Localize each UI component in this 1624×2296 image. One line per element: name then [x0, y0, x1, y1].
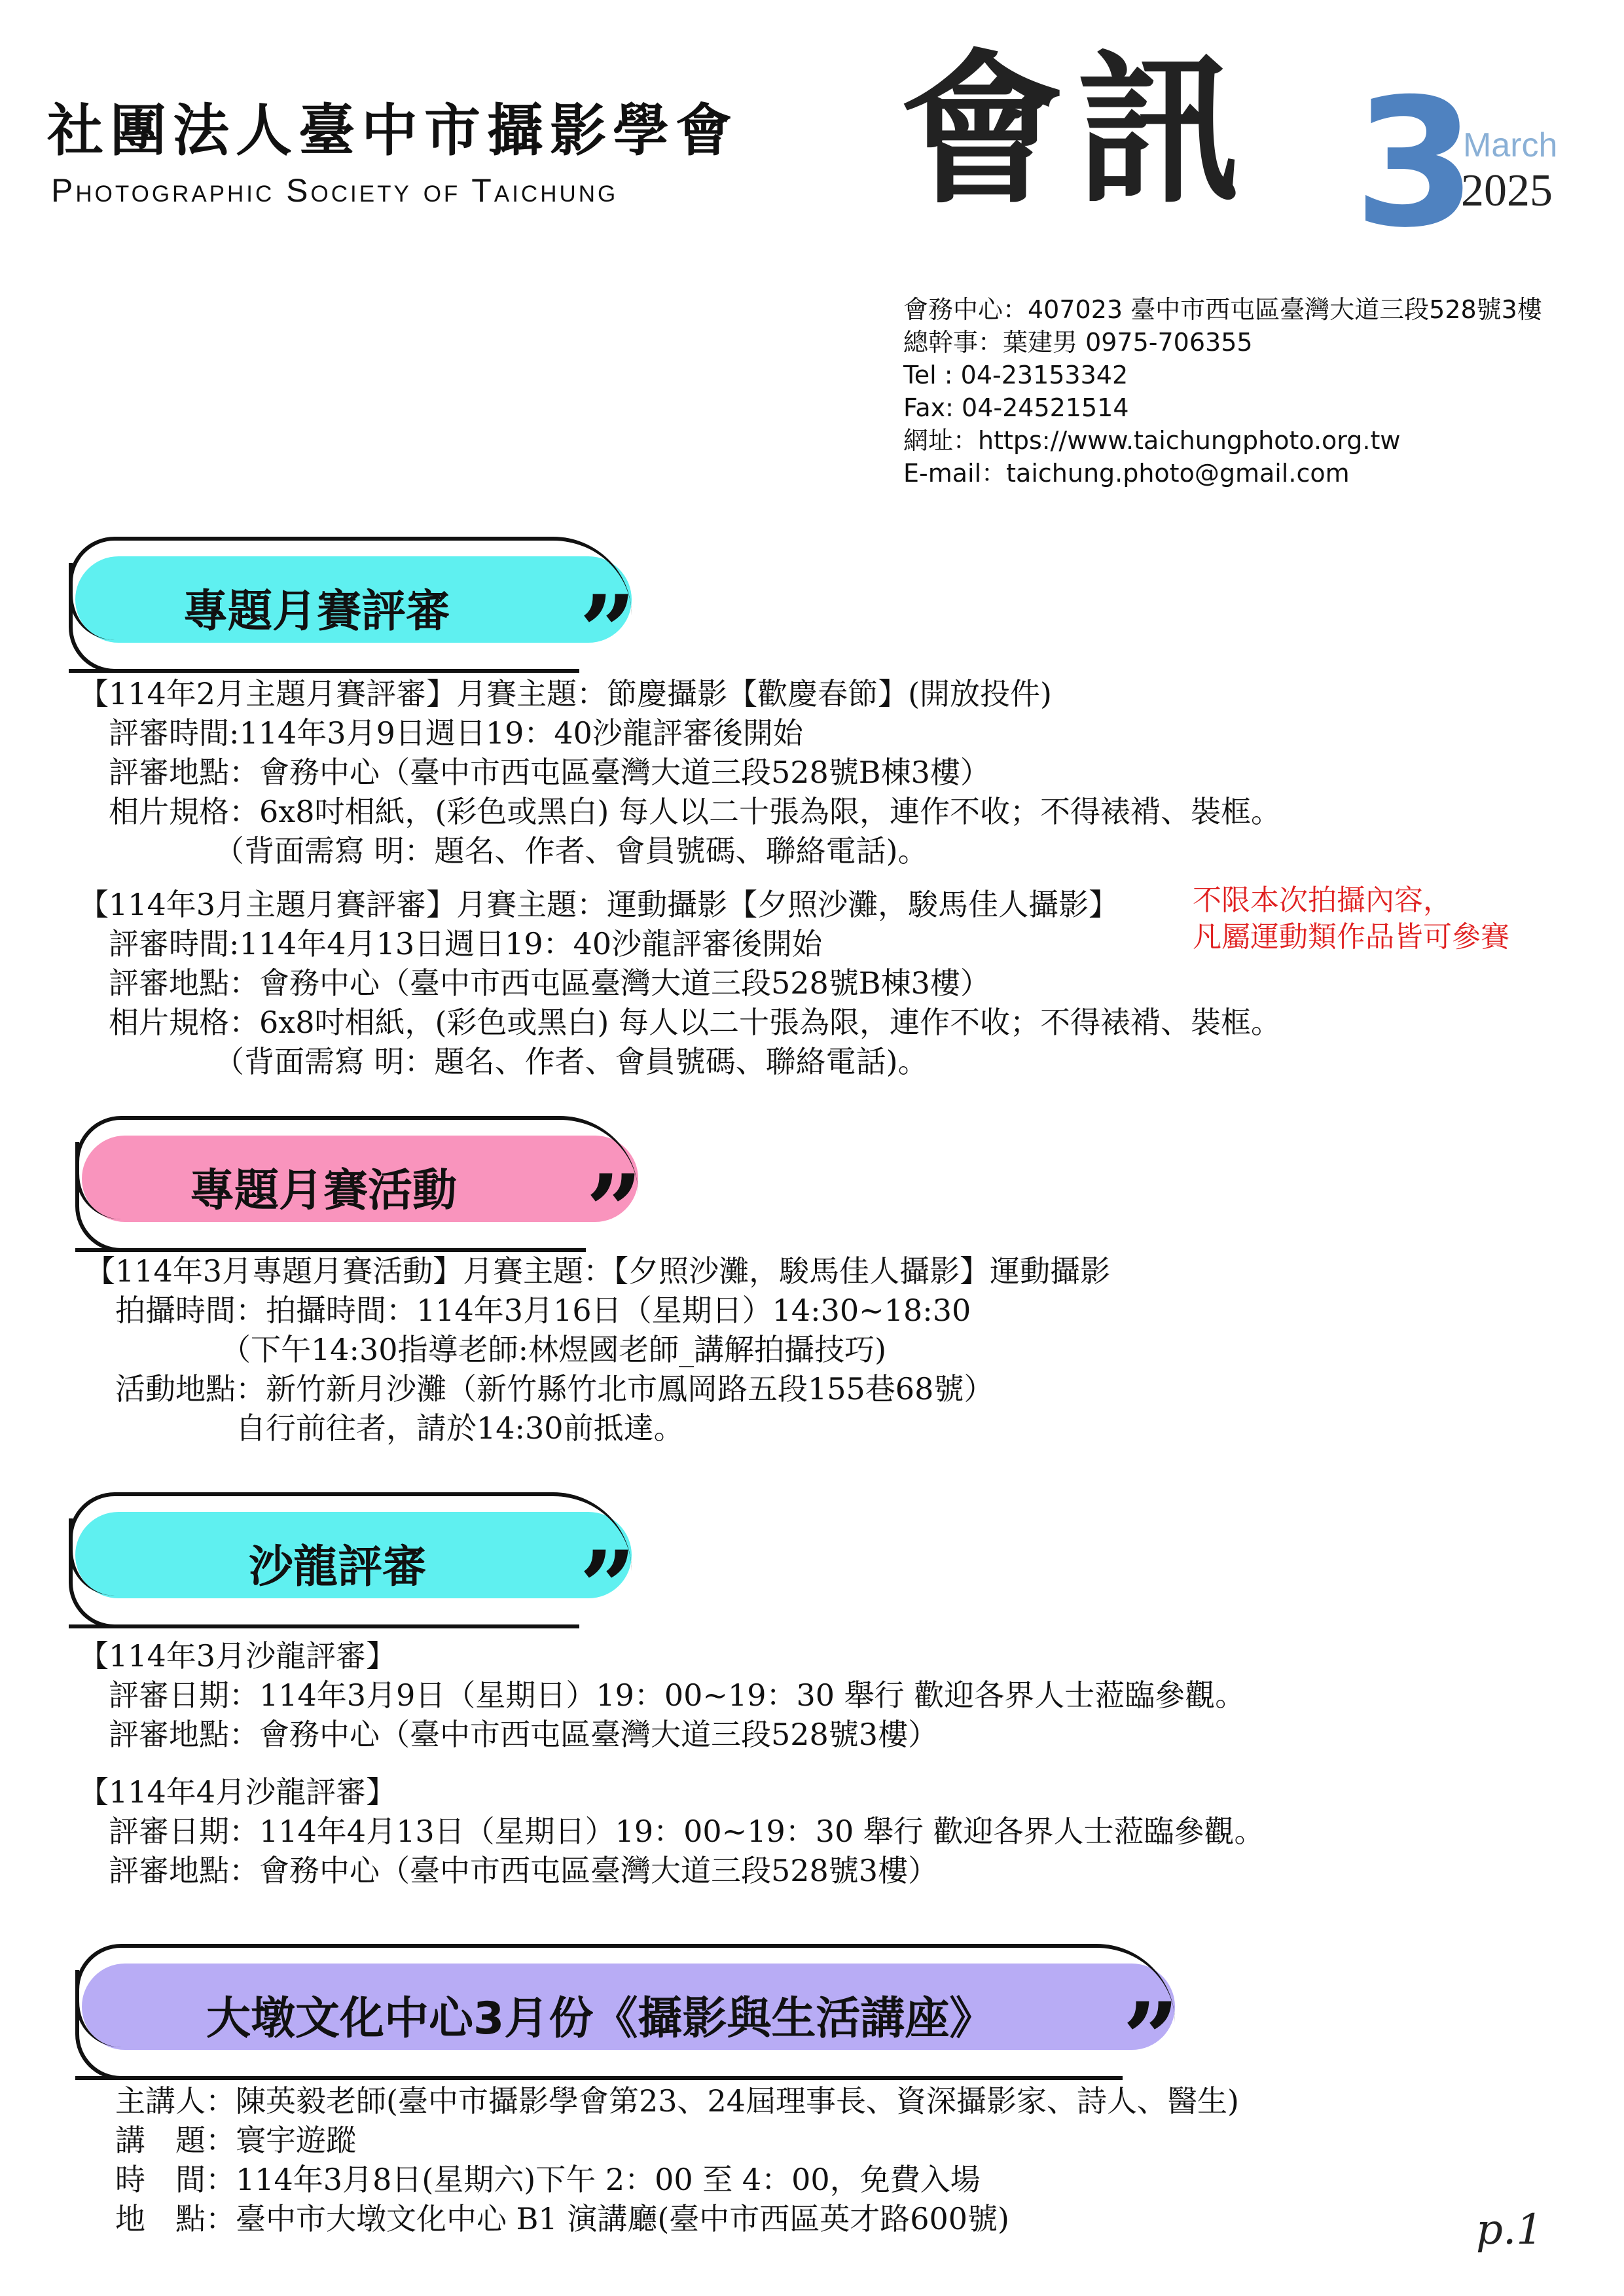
- text-line: 【114年4月沙龍評審】: [79, 1774, 397, 1810]
- note-line: 凡屬運動類作品皆可參賽: [1193, 920, 1509, 954]
- text-line: 【114年3月專題月賽活動】月賽主題：【夕照沙灘，駿馬佳人攝影】運動攝影: [85, 1253, 1111, 1289]
- section-frame-left: [69, 563, 115, 673]
- text-line: 講 題：寰宇遊蹤: [85, 2123, 356, 2158]
- section-underline: [75, 2076, 1123, 2080]
- text-line: 活動地點：新竹新月沙灘（新竹縣竹北市鳳岡路五段155巷68號）: [85, 1371, 994, 1407]
- org-name: 社團法人臺中市攝影學會: [47, 98, 738, 164]
- closing-quote-icon: ”: [579, 574, 636, 689]
- text-line: 評審日期：114年3月9日（星期日）19：00~19：30 舉行 歡迎各界人士蒞臨參觀。: [79, 1677, 1246, 1713]
- text-line: 評審日期：114年4月13日（星期日）19：00~19：30 舉行 歡迎各界人士蒞臨參觀。: [79, 1814, 1265, 1849]
- section-underline: [69, 669, 579, 673]
- text-line: （下午14:30指導老師:林煜國老師_講解拍攝技巧): [85, 1332, 887, 1367]
- section-body-contest-judging: [79, 674, 1281, 1081]
- section-title: 專題月賽評審: [183, 586, 451, 637]
- contact-secretary: 總幹事：葉建男 0975-706355: [903, 328, 1253, 357]
- contact-website: 網址：https://www.taichungphoto.org.tw: [903, 426, 1401, 455]
- text-line: 【114年3月沙龍評審】: [79, 1638, 397, 1674]
- text-line: 評審地點：會務中心（臺中市西屯區臺灣大道三段528號B棟3樓）: [79, 965, 990, 1001]
- text-line: 評審時間:114年4月13日週日19：40沙龍評審後開始: [79, 926, 823, 961]
- contact-address: 會務中心：407023 臺中市西屯區臺灣大道三段528號3樓: [903, 295, 1542, 324]
- text-line: 評審地點：會務中心（臺中市西屯區臺灣大道三段528號3樓）: [79, 1717, 939, 1752]
- issue-month: March: [1463, 126, 1558, 164]
- closing-quote-icon: ”: [579, 1530, 636, 1645]
- section-frame-left: [69, 1518, 115, 1628]
- section-underline: [69, 1624, 579, 1628]
- text-line: 【114年2月主題月賽評審】月賽主題：節慶攝影【歡慶春節】(開放投件): [79, 676, 1052, 711]
- page-number: p.1: [1476, 2206, 1543, 2254]
- section-body-salon-judging: [79, 1636, 1265, 1890]
- section-title: 大墩文化中心3月份《攝影與生活講座》: [206, 1993, 994, 2045]
- text-line: 相片規格：6x8吋相紙，(彩色或黑白) 每人以二十張為限，連作不收；不得裱褙、裝框。: [79, 794, 1281, 829]
- section-header-contest-judging: [75, 537, 638, 689]
- org-name-en: Photographic Society of Taichung: [51, 172, 619, 209]
- section-body-contest-activity: [85, 1251, 1110, 1448]
- section-title: 專題月賽活動: [190, 1165, 458, 1217]
- text-line: 自行前往者，請於14:30前抵達。: [85, 1410, 684, 1446]
- text-line: 評審時間:114年3月9日週日19：40沙龍評審後開始: [79, 715, 803, 751]
- contact-info: [903, 293, 1597, 490]
- section-header-salon-judging: [75, 1492, 638, 1645]
- text-line: 評審地點：會務中心（臺中市西屯區臺灣大道三段528號B棟3樓）: [79, 755, 990, 790]
- closing-quote-icon: ”: [1123, 1981, 1180, 2096]
- section-header-contest-activity: [82, 1116, 645, 1268]
- text-line: 主講人：陳英毅老師(臺中市攝影學會第23、24屆理事長、資深攝影家、詩人、醫生): [85, 2083, 1239, 2119]
- contact-email: E-mail：taichung.photo@gmail.com: [903, 459, 1350, 488]
- section-frame-left: [75, 1970, 121, 2080]
- note-line: 不限本次拍攝內容，: [1193, 884, 1452, 917]
- section-title: 沙龍評審: [249, 1541, 427, 1593]
- text-line: （背面需寫 明：題名、作者、會員號碼、聯絡電話)。: [79, 1044, 928, 1079]
- text-line: （背面需寫 明：題名、作者、會員號碼、聯絡電話)。: [79, 833, 928, 869]
- section-frame-left: [75, 1142, 121, 1252]
- text-line: 評審地點：會務中心（臺中市西屯區臺灣大道三段528號3樓）: [79, 1853, 939, 1888]
- contact-tel: Tel : 04-23153342: [903, 361, 1128, 389]
- contact-fax: Fax: 04-24521514: [903, 393, 1129, 422]
- masthead-title: 會訊: [900, 35, 1254, 226]
- text-line: 【114年3月主題月賽評審】月賽主題：運動攝影【夕照沙灘，駿馬佳人攝影】: [79, 887, 1119, 922]
- contest-note: [1193, 882, 1509, 956]
- issue-number: 3: [1354, 60, 1477, 266]
- text-line: 時 間：114年3月8日(星期六)下午 2：00 至 4：00，免費入場: [85, 2162, 981, 2197]
- text-line: 相片規格：6x8吋相紙，(彩色或黑白) 每人以二十張為限，連作不收；不得裱褙、裝框。: [79, 1005, 1281, 1040]
- section-header-lecture: [82, 1944, 1182, 2096]
- text-line: 拍攝時間：拍攝時間：114年3月16日（星期日）14:30~18:30: [85, 1293, 971, 1328]
- issue-year: 2025: [1461, 166, 1553, 216]
- section-body-lecture: [85, 2081, 1239, 2238]
- text-line: 地 點：臺中市大墩文化中心 B1 演講廳(臺中市西區英才路600號): [85, 2201, 1010, 2236]
- closing-quote-icon: ”: [586, 1153, 643, 1268]
